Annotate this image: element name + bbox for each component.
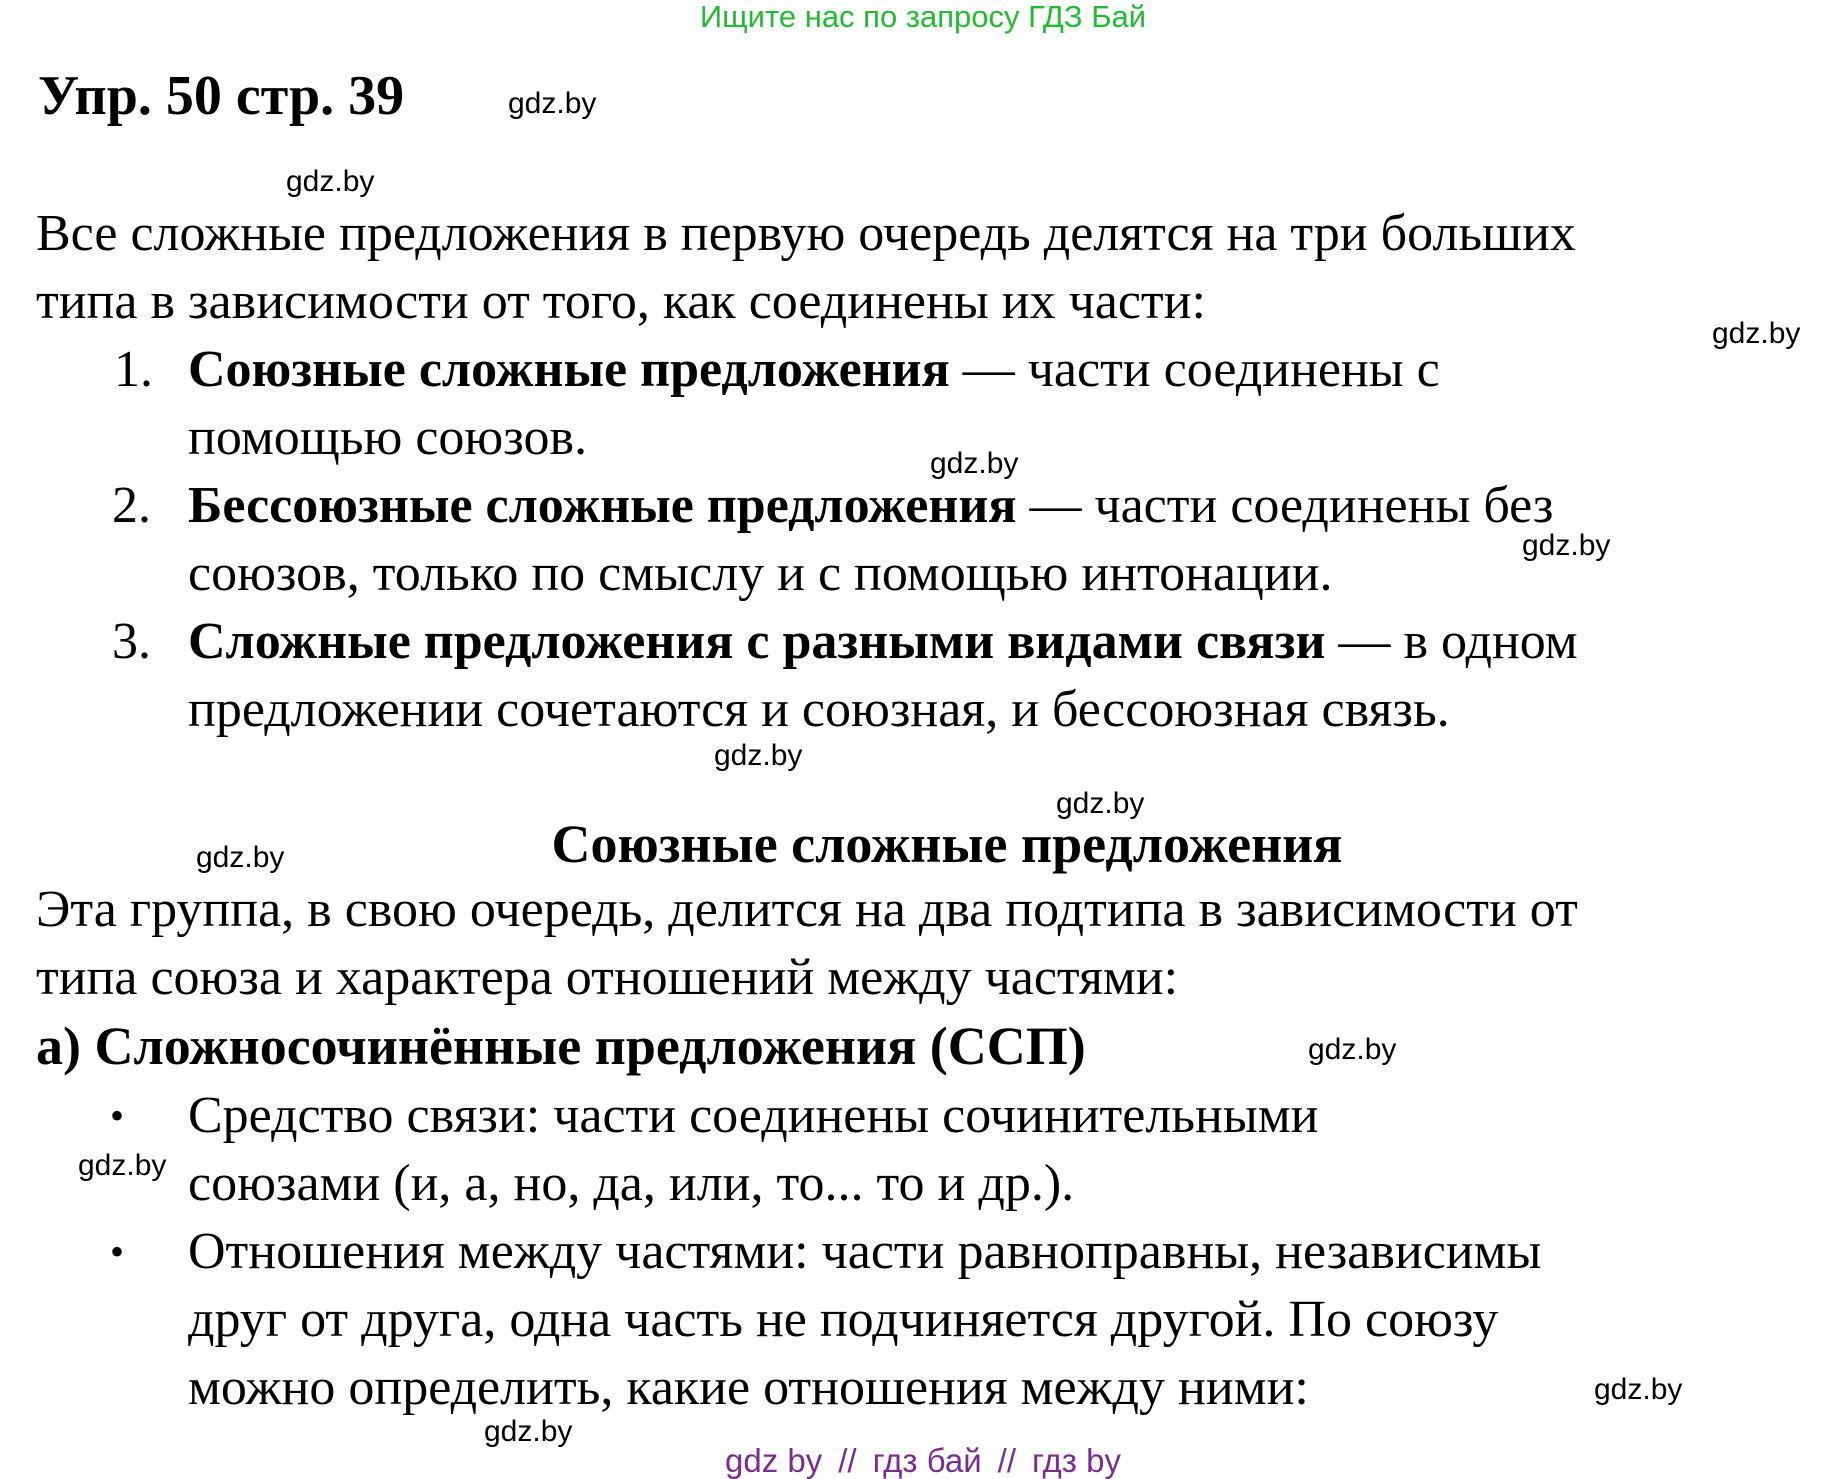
- watermark: gdz.by: [1308, 1033, 1397, 1066]
- list-item-definition: — части соединены без: [1016, 477, 1554, 534]
- watermark: gdz.by: [78, 1149, 167, 1182]
- watermark: gdz.by: [484, 1415, 573, 1448]
- list-number: 1.: [114, 341, 153, 398]
- list-item-term: Союзные сложные предложения: [188, 341, 950, 398]
- watermark: gdz.by: [196, 841, 285, 874]
- list-item: [188, 472, 1553, 540]
- footer-link-gdz-by-cyr[interactable]: гдз by: [1032, 1442, 1121, 1479]
- watermark: gdz.by: [930, 447, 1019, 480]
- page-title: Упр. 50 стр. 39: [38, 65, 405, 127]
- list-item-continuation: союзов, только по смыслу и с помощью интонации.: [188, 545, 1333, 602]
- list-item: [188, 336, 1440, 404]
- list-number: 2.: [112, 477, 151, 534]
- list-item-definition: — в одном: [1325, 613, 1578, 670]
- bullet-line: можно определить, какие отношения между ними:: [188, 1359, 1309, 1416]
- list-item-definition: — части соединены с: [949, 341, 1440, 398]
- footer-link-gdz-bai[interactable]: гдз бай: [872, 1442, 982, 1479]
- bullet-line: союзами (и, а, но, да, или, то... то и др.).: [188, 1155, 1075, 1212]
- intro-line: Все сложные предложения в первую очередь делятся на три больших: [36, 205, 1576, 262]
- section-text-line: типа союза и характера отношений между частями:: [36, 949, 1179, 1006]
- list-item-continuation: помощью союзов.: [188, 409, 588, 466]
- bullet-marker: •: [110, 1093, 125, 1138]
- section-text-line: Эта группа, в свою очередь, делится на два подтипа в зависимости от: [36, 881, 1578, 938]
- watermark: gdz.by: [1522, 529, 1611, 562]
- watermark: gdz.by: [1594, 1373, 1683, 1406]
- list-item-continuation: предложении сочетаются и союзная, и бессоюзная связь.: [188, 681, 1450, 738]
- watermark: gdz.by: [1712, 317, 1801, 350]
- section-heading: Союзные сложные предложения: [551, 814, 1343, 874]
- list-item-term: Бессоюзные сложные предложения: [188, 477, 1017, 534]
- subsection-title: а) Сложносочинённые предложения (ССП): [36, 1016, 1086, 1076]
- list-number: 3.: [112, 613, 151, 670]
- footer-separator: //: [838, 1442, 857, 1479]
- watermark: gdz.by: [714, 739, 803, 772]
- footer-links: [0, 1443, 1846, 1479]
- footer-link-gdz-by[interactable]: gdz by: [725, 1442, 823, 1479]
- watermark: gdz.by: [508, 87, 597, 120]
- list-item-term: Сложные предложения с разными видами связи: [188, 613, 1326, 670]
- footer-separator: //: [997, 1442, 1016, 1479]
- watermark: gdz.by: [1056, 787, 1145, 820]
- watermark: gdz.by: [286, 165, 375, 198]
- bullet-line: Средство связи: части соединены сочинительными: [188, 1087, 1319, 1144]
- bullet-line: Отношения между частями: части равноправны, независимы: [188, 1223, 1542, 1280]
- list-item: [188, 608, 1578, 676]
- bullet-line: друг от друга, одна часть не подчиняется другой. По союзу: [188, 1291, 1499, 1348]
- top-banner: [0, 0, 1846, 34]
- bullet-marker: •: [110, 1229, 125, 1274]
- banner-text: Ищите нас по запросу ГДЗ Бай: [699, 0, 1147, 34]
- intro-line: типа в зависимости от того, как соединены их части:: [36, 273, 1206, 330]
